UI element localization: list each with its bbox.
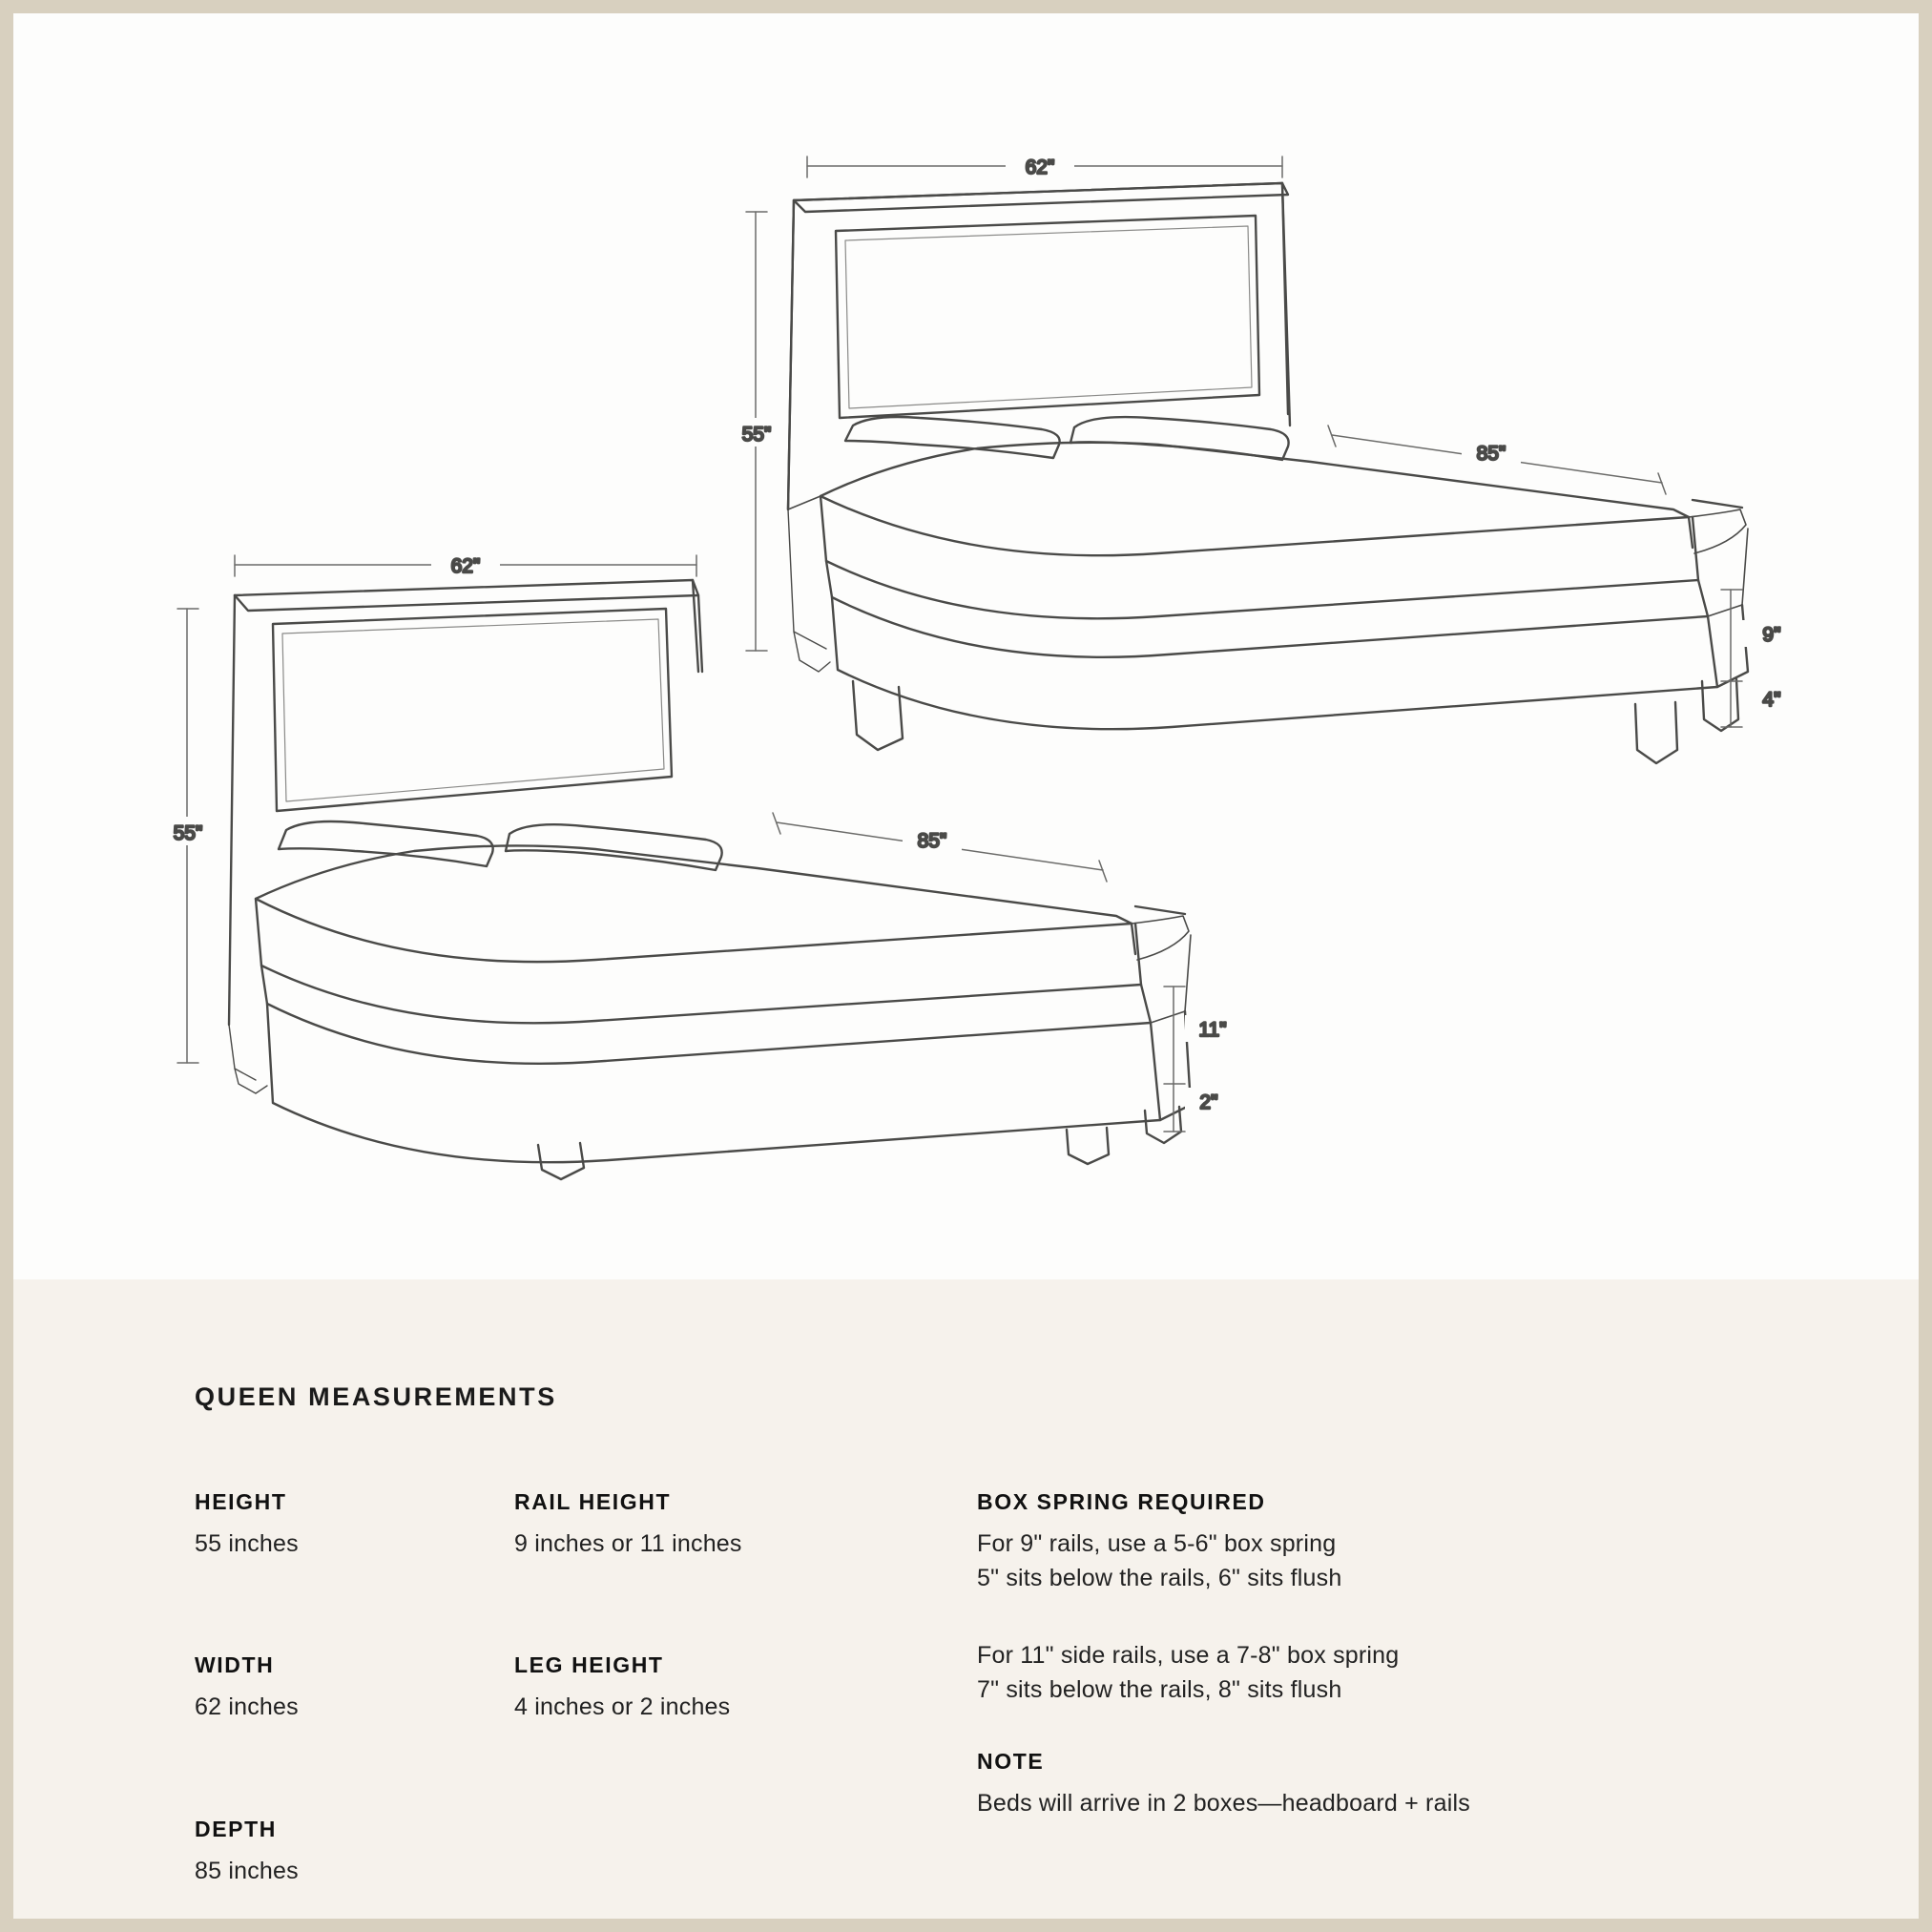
spec-depth-value: 85 inches [195, 1857, 299, 1884]
spec-depth [195, 1817, 481, 1888]
spec-depth-label: DEPTH [195, 1816, 277, 1841]
lower-rail-label: 11" [1198, 1019, 1227, 1041]
spec-box-spring-line2: 5" sits below the rails, 6" sits flush [977, 1565, 1342, 1592]
upper-rail-label: 9" [1762, 624, 1781, 646]
page-panel [13, 13, 1919, 1919]
spec-height-value: 55 inches [195, 1530, 299, 1557]
spec-box-spring-alt [977, 1638, 1778, 1708]
upper-depth-label: 85" [1476, 443, 1506, 465]
bed-illustration [13, 13, 1919, 1279]
spec-note-value: Beds will arrive in 2 boxes—headboard + rails [977, 1790, 1470, 1817]
lower-height-label: 55" [173, 822, 203, 844]
upper-bed-drawing [788, 183, 1748, 763]
spec-leg-height [514, 1652, 858, 1724]
spec-box-spring [977, 1489, 1778, 1596]
spec-rail-height [514, 1489, 858, 1561]
spec-rail-height-value: 9 inches or 11 inches [514, 1530, 742, 1557]
lower-leg-label: 2" [1199, 1091, 1218, 1113]
spec-height [195, 1489, 481, 1561]
spec-leg-height-label: LEG HEIGHT [514, 1652, 664, 1678]
specs-section [13, 1279, 1919, 1919]
specs-column-2 [514, 1489, 858, 1725]
lower-depth-label: 85" [917, 830, 947, 852]
spec-box-spring-line4: 7" sits below the rails, 8" sits flush [977, 1675, 1342, 1703]
specs-column-1 [195, 1489, 481, 1888]
spec-width-label: WIDTH [195, 1652, 275, 1678]
lower-width-label: 62" [450, 555, 481, 577]
upper-height-label: 55" [741, 424, 772, 446]
spec-width-value: 62 inches [195, 1693, 299, 1721]
spec-note-label: NOTE [977, 1749, 1045, 1774]
specs-column-3 [977, 1489, 1778, 1820]
spec-box-spring-label: BOX SPRING REQUIRED [977, 1489, 1266, 1514]
spec-leg-height-value: 4 inches or 2 inches [514, 1693, 731, 1721]
upper-leg-label: 4" [1762, 689, 1781, 711]
spec-height-label: HEIGHT [195, 1489, 287, 1514]
spec-width [195, 1652, 481, 1724]
specs-title: QUEEN MEASUREMENTS [195, 1382, 557, 1411]
spec-rail-height-label: RAIL HEIGHT [514, 1489, 672, 1514]
lower-bed-drawing [229, 580, 1191, 1179]
upper-width-label: 62" [1025, 156, 1055, 178]
spec-box-spring-line3: For 11" side rails, use a 7-8" box spring [977, 1641, 1400, 1669]
spec-box-spring-line1: For 9" rails, use a 5-6" box spring [977, 1530, 1337, 1557]
spec-note [977, 1749, 1778, 1820]
